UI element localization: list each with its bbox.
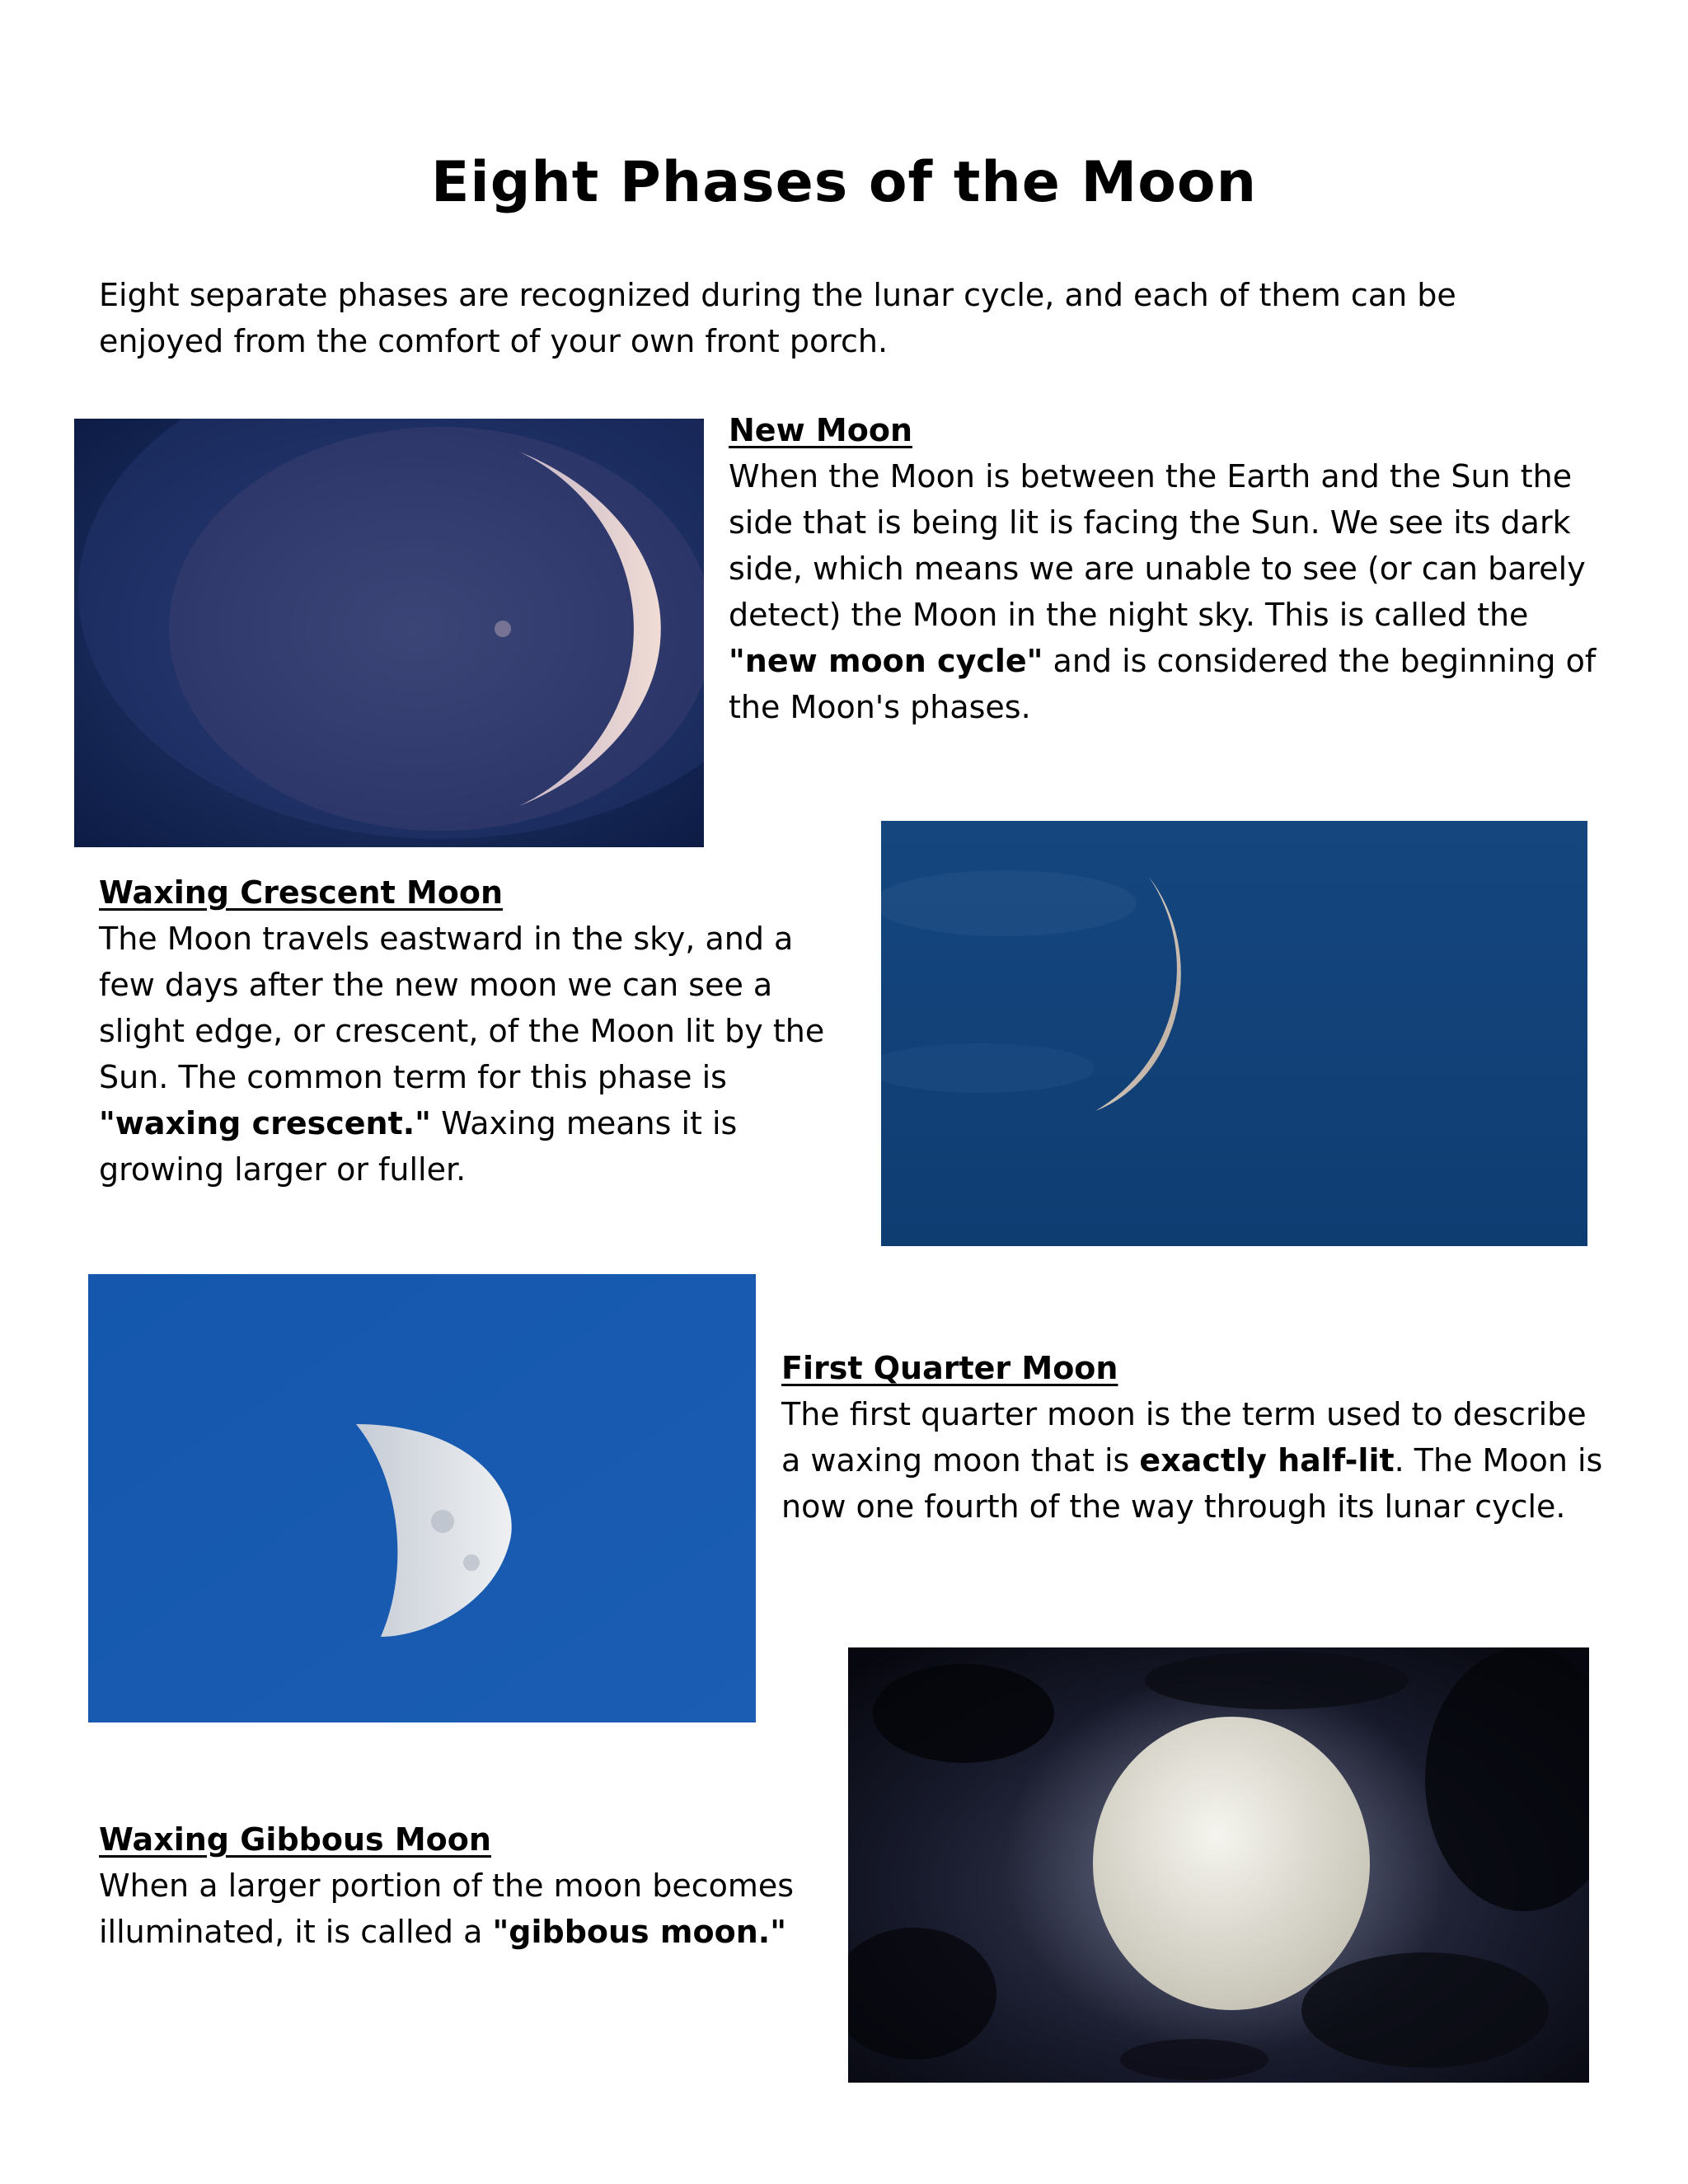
new-moon-emphasis: "new moon cycle": [729, 643, 1043, 679]
new-moon-description: [729, 453, 1619, 730]
waxing-gibbous-section: [99, 1816, 816, 1955]
waxing-crescent-text-1: The Moon travels eastward in the sky, and a few days after the new moon we can see a slight edge, or crescent, of the Moon lit by the Sun. The common term for this phase is: [99, 921, 825, 1095]
waxing-crescent-text-2: Waxing means it is growing larger or fuller.: [99, 1105, 738, 1188]
new-moon-text-2: and is considered the beginning of the Moon's phases.: [729, 643, 1597, 725]
first-quarter-description: [781, 1391, 1614, 1530]
intro-paragraph: Eight separate phases are recognized during the lunar cycle, and each of them can be enjoyed from the comfort of your own front porch.: [99, 277, 1456, 359]
page-title: Eight Phases of the Moon: [430, 150, 1258, 215]
waxing-gibbous-heading: Waxing Gibbous Moon: [99, 1821, 491, 1858]
waxing-gibbous-photo: [848, 1647, 1589, 2083]
first-quarter-text-2: . The Moon is now one fourth of the way through its lunar cycle.: [781, 1442, 1603, 1525]
first-quarter-text-1: The first quarter moon is the term used to describe a waxing moon that is: [781, 1396, 1587, 1479]
new-moon-section: [729, 407, 1619, 730]
new-moon-photo: [74, 419, 704, 847]
waxing-crescent-description: [99, 916, 857, 1193]
first-quarter-photo: [88, 1274, 756, 1722]
waxing-crescent-photo: [881, 821, 1587, 1246]
new-moon-heading: New Moon: [729, 412, 912, 448]
first-quarter-section: [781, 1345, 1614, 1530]
waxing-gibbous-description: [99, 1863, 816, 1955]
waxing-crescent-section: [99, 869, 857, 1193]
first-quarter-emphasis: exactly half-lit: [1139, 1442, 1395, 1479]
waxing-crescent-emphasis: "waxing crescent.": [99, 1105, 431, 1141]
first-quarter-heading: First Quarter Moon: [781, 1350, 1118, 1386]
new-moon-text-1: When the Moon is between the Earth and the Sun the side that is being lit is facing the Sun. We see its dark side, which means we are unable to see (or can barely detect) the Moon in the night sky. This is called the: [729, 458, 1586, 633]
waxing-gibbous-text-1: When a larger portion of the moon becomes illuminated, it is called a: [99, 1868, 795, 1950]
waxing-crescent-heading: Waxing Crescent Moon: [99, 874, 504, 911]
waxing-gibbous-emphasis: "gibbous moon.": [492, 1914, 786, 1950]
